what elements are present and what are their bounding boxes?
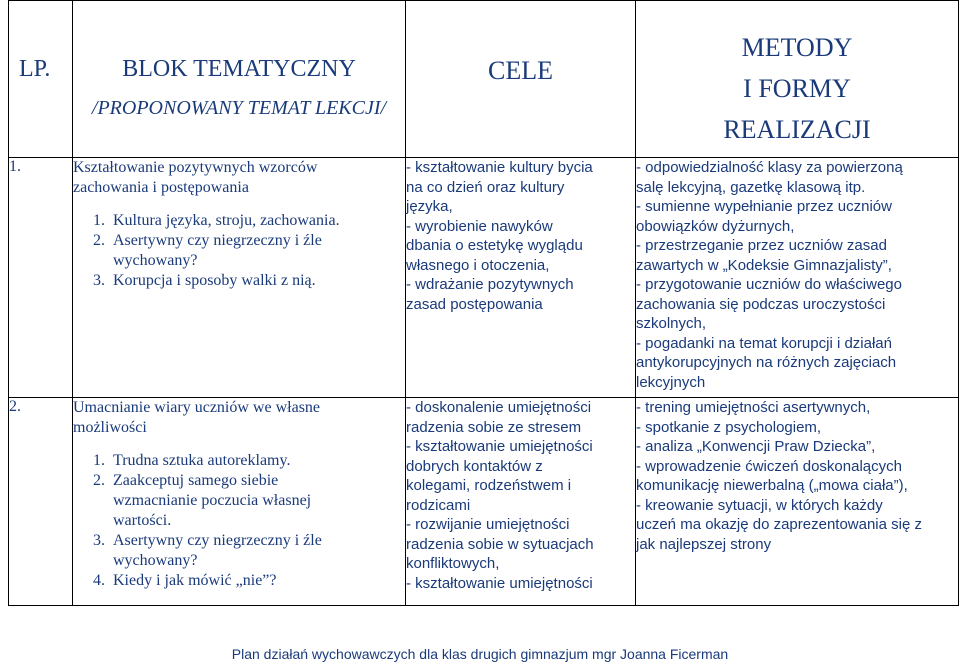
topic-title-line: możliwości — [73, 419, 147, 436]
list-item-number: 1. — [93, 212, 105, 229]
metody-line: - sumienne wypełnianie przez uczniów — [636, 198, 892, 215]
list-item — [73, 271, 405, 291]
metody-line: uczeń ma okazję do zaprezentowania się z — [636, 516, 922, 533]
cele-line: - kształtowanie umiejętności — [406, 574, 593, 592]
list-item-number: 3. — [93, 532, 105, 549]
cele-line: kolegami, rodzeństwem i — [406, 477, 572, 494]
metody-line: szkolnych, — [636, 315, 707, 332]
list-item-text: Asertywny czy niegrzeczny i źle — [113, 232, 322, 249]
topic-title-line: Umacnianie wiary uczniów we własne — [73, 399, 321, 416]
metody-line: jak najlepszej strony — [636, 535, 772, 553]
list-item-text: wzmacnianie poczucia własnej — [113, 492, 312, 509]
metody-cell — [636, 398, 959, 606]
metody-line: - trening umiejętności asertywnych, — [636, 399, 871, 416]
lesson-list — [73, 211, 405, 291]
header-row — [9, 1, 959, 158]
list-item-text: wychowany? — [113, 552, 198, 569]
cele-cell — [406, 398, 636, 606]
list-item-text: Asertywny czy niegrzeczny i źle — [113, 532, 322, 549]
list-item-text: Trudna sztuka autoreklamy. — [113, 452, 291, 469]
cele-cell — [406, 158, 636, 398]
cele-line: - kształtowanie umiejętności — [406, 438, 593, 455]
table-row — [9, 158, 959, 398]
metody-line: zachowania się podczas uroczystości — [636, 295, 886, 313]
table-row — [9, 398, 959, 606]
cele-line: radzenia sobie w sytuacjach — [406, 535, 594, 553]
header-lp-label: LP. — [19, 56, 51, 82]
metody-line: - analiza „Konwencji Praw Dziecka”, — [636, 438, 876, 455]
topic-title — [73, 398, 405, 438]
list-item-text: Korupcja i sposoby walki z nią. — [113, 272, 316, 289]
list-item-number: 3. — [93, 272, 105, 289]
row-number: 2. — [9, 398, 73, 606]
header-lp — [9, 1, 73, 158]
cele-line: na co dzień oraz kultury — [406, 178, 565, 196]
topic-cell — [73, 158, 406, 398]
list-item — [73, 211, 405, 231]
metody-line: - przygotowanie uczniów do właściwego — [636, 276, 902, 293]
list-item-text: Kultura języka, stroju, zachowania. — [113, 212, 340, 229]
metody-line: obowiązków dyżurnych, — [636, 217, 795, 235]
footer: Plan działań wychowawczych dla klas drugich gimnazjum mgr Joanna Ficerman — [231, 646, 729, 662]
list-item-number: 4. — [93, 572, 105, 589]
header-metody-line-3: REALIZACJI — [723, 115, 871, 144]
cele-line: - rozwijanie umiejętności — [406, 516, 570, 533]
cele-line: - wdrażanie pozytywnych — [406, 276, 574, 293]
list-item-text: wychowany? — [113, 252, 198, 269]
cele-line: własnego i otoczenia, — [406, 256, 550, 274]
list-item-text: Kiedy i jak mówić „nie”? — [113, 572, 277, 589]
list-item-number: 1. — [93, 452, 105, 469]
cele-line: radzenia sobie ze stresem — [406, 418, 582, 436]
header-metody-line-2: I FORMY — [743, 74, 851, 103]
topic-cell — [73, 398, 406, 606]
row-number: 1. — [9, 158, 73, 398]
header-cele — [406, 1, 636, 158]
plan-table — [8, 0, 959, 606]
header-cele-label: CELE — [488, 56, 553, 85]
list-item — [73, 471, 405, 531]
list-item-text: wartości. — [113, 512, 172, 529]
metody-line: lekcyjnych — [636, 373, 706, 391]
topic-title-line: zachowania i postępowania — [73, 179, 249, 196]
header-blok — [73, 1, 406, 158]
metody-line: - pogadanki na temat korupcji i działań — [636, 334, 892, 352]
metody-line: zawartych w „Kodeksie Gimnazjalisty”, — [636, 256, 892, 274]
metody-line: komunikację niewerbalną („mowa ciała”), — [636, 477, 908, 494]
header-metody-label — [636, 27, 958, 150]
list-item-number: 2. — [93, 232, 105, 249]
list-item-number: 2. — [93, 472, 105, 489]
lesson-list — [73, 451, 405, 591]
cele-line: - doskonalenie umiejętności — [406, 399, 592, 416]
cele-line: dobrych kontaktów z — [406, 457, 543, 475]
topic-title — [73, 158, 405, 198]
list-item — [73, 571, 405, 591]
list-item — [73, 451, 405, 471]
list-item — [73, 231, 405, 271]
cele-line: - wyrobienie nawyków — [406, 217, 553, 235]
metody-line: - wprowadzenie ćwiczeń doskonalących — [636, 457, 902, 475]
header-metody-line-1: METODY — [741, 33, 853, 62]
topic-title-line: Kształtowanie pozytywnych wzorców — [73, 159, 318, 176]
cele-line: dbania o estetykę wyglądu — [406, 237, 583, 254]
header-blok-label: BLOK TEMATYCZNY — [122, 56, 356, 82]
metody-line: salę lekcyjną, gazetkę klasową itp. — [636, 178, 866, 196]
cele-line: języka, — [406, 198, 453, 215]
list-item-text: Zaakceptuj samego siebie — [113, 472, 279, 489]
cele-line: zasad postępowania — [406, 295, 543, 313]
metody-cell — [636, 158, 959, 398]
metody-line: - kreowanie sytuacji, w których każdy — [636, 496, 883, 514]
cele-line: konfliktowych, — [406, 555, 500, 572]
metody-line: antykorupcyjnych na różnych zajęciach — [636, 354, 897, 371]
cele-line: - kształtowanie kultury bycia — [406, 159, 593, 176]
metody-line: - odpowiedzialność klasy za powierzoną — [636, 159, 903, 176]
metody-line: - przestrzeganie przez uczniów zasad — [636, 237, 887, 254]
header-blok-sublabel: /PROPONOWANY TEMAT LEKCJI/ — [91, 97, 387, 119]
list-item — [73, 531, 405, 571]
header-metody — [636, 1, 959, 158]
cele-line: rodzicami — [406, 496, 471, 514]
metody-line: - spotkanie z psychologiem, — [636, 418, 822, 436]
